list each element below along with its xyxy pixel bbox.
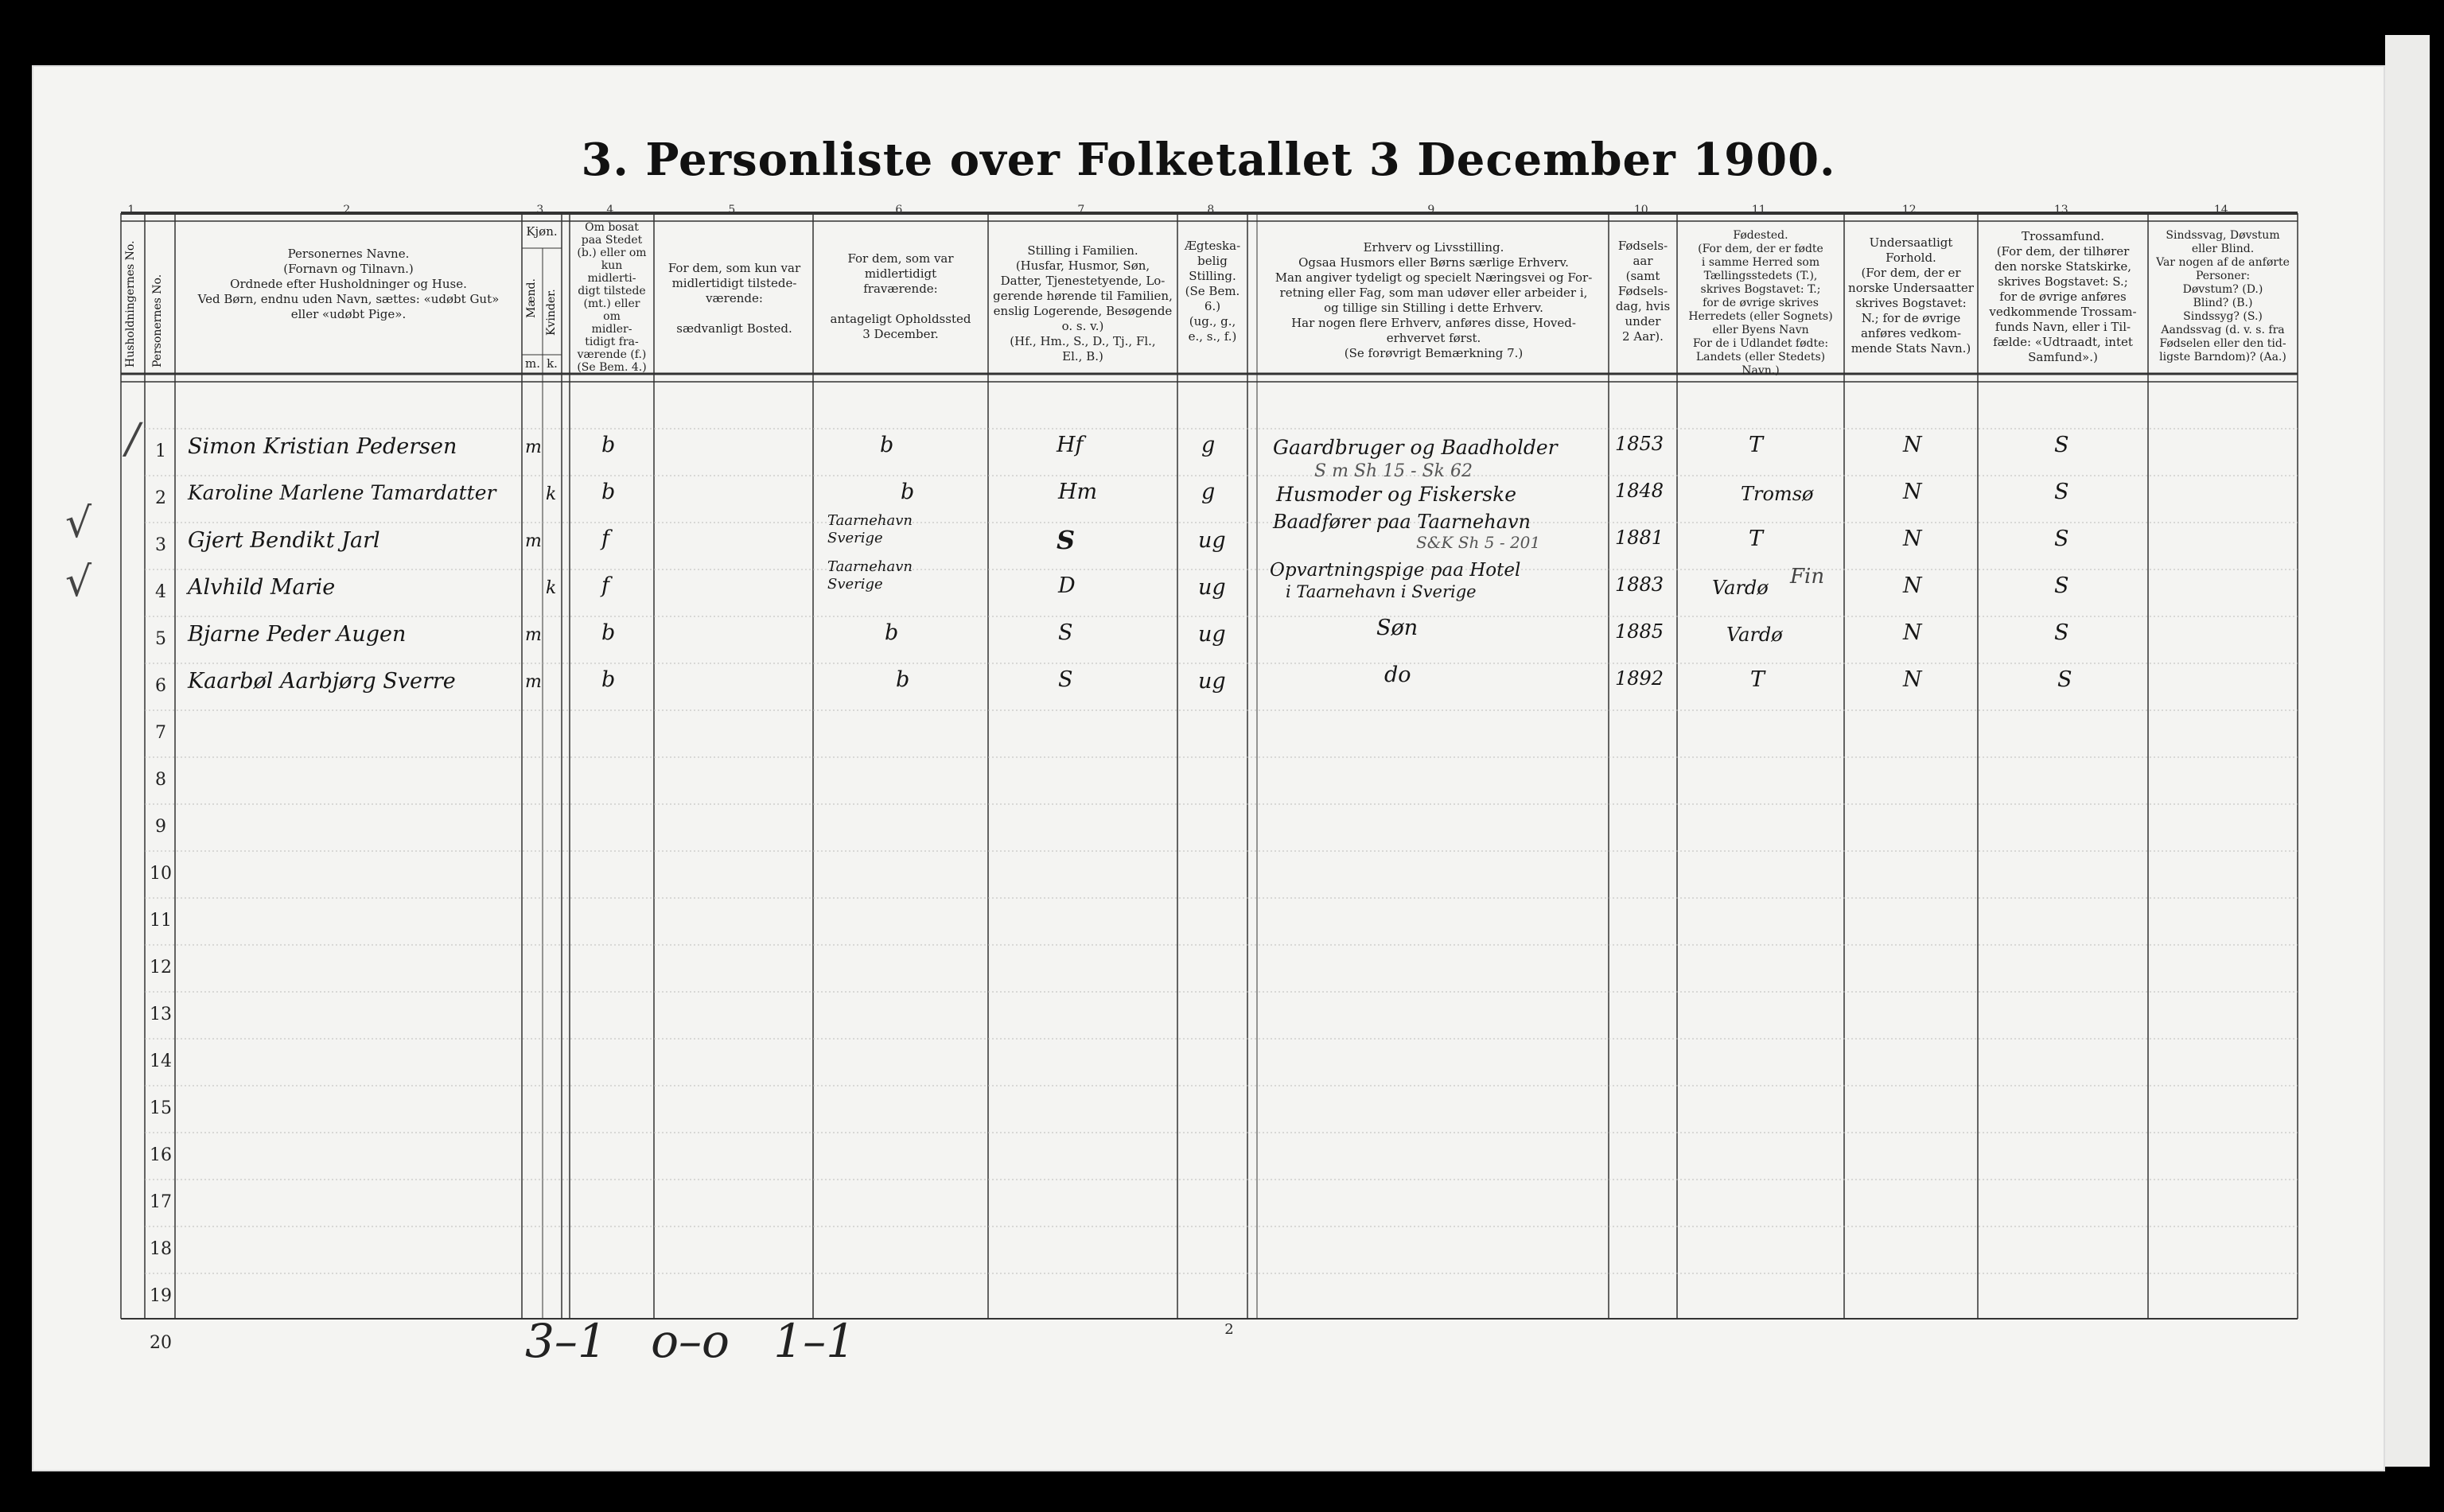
header-marital-status: Ægteska- belig Stilling. (Se Bem. 6.) (ug., g., e., s., f.) bbox=[1184, 239, 1241, 344]
census-form-page bbox=[32, 65, 2385, 1471]
row-number: 10 bbox=[150, 864, 172, 884]
birthplace: T bbox=[1749, 433, 1764, 457]
page-number: 2 bbox=[1224, 1321, 1234, 1338]
family-position: S bbox=[1058, 620, 1073, 645]
column-number: 13. bbox=[2053, 204, 2072, 216]
header-usual-residence: For dem, som kun var midlertidigt tilstede- værende: sædvanligt Bosted. bbox=[667, 261, 801, 336]
sex-male: m bbox=[525, 672, 542, 692]
residence-status: b bbox=[601, 667, 616, 692]
scribble: S m Sh 15 - Sk 62 bbox=[1314, 461, 1473, 481]
sex-female: k bbox=[546, 578, 557, 598]
marital-status: g bbox=[1201, 480, 1216, 504]
residence-status: f bbox=[601, 527, 609, 551]
header-sex: Kjøn. bbox=[526, 224, 558, 239]
header-temporary-location: For dem, som var midlertidigt fraværende: antageligt Opholdssted 3 December. bbox=[830, 251, 971, 341]
row-number: 17 bbox=[150, 1192, 172, 1212]
header-birthplace: Fødested. (For dem, der er fødte i samme Herred som Tællingsstedets (T.), skrives Bogstavet: T.; for de øvrige skrives Herredets (eller Sognets) eller Byens Navn For de i Udlandet fødte: Landets (eller Stedets) Navn.) bbox=[1688, 229, 1833, 377]
occupation-line-2: i Taarnehavn i Sverige bbox=[1286, 582, 1477, 601]
marital-status: ug bbox=[1198, 575, 1226, 600]
birthplace: Vardø bbox=[1712, 577, 1769, 599]
row-number: 19 bbox=[150, 1286, 172, 1306]
citizenship: N bbox=[1903, 667, 1922, 692]
column-number: 2. bbox=[343, 204, 354, 216]
header-sex-female: Kvinder. bbox=[545, 289, 558, 336]
marital-status: ug bbox=[1198, 528, 1226, 553]
column-number: 4. bbox=[606, 204, 617, 216]
row-number: 16 bbox=[150, 1145, 172, 1165]
row-number: 14 bbox=[150, 1051, 172, 1071]
header-residence-status: Om bosat paa Stedet (b.) eller om kun midlerti- digt tilstede (mt.) eller om midler- tidigt fra- værende (f.) (Se Bem. 4.) bbox=[577, 221, 647, 374]
header-names: Personernes Navne. (Fornavn og Tilnavn.) Ordnede efter Husholdninger og Huse. Ved Børn, endnu uden Navn, sættes: «udøbt Gut» eller «udøbt Pige». bbox=[197, 247, 500, 321]
citizenship: N bbox=[1903, 480, 1922, 504]
birthplace: T bbox=[1749, 527, 1764, 551]
birth-year: 1892 bbox=[1615, 667, 1664, 690]
temporary-location: b bbox=[880, 433, 894, 457]
row-number: 1 bbox=[155, 441, 166, 461]
birthplace: Tromsø bbox=[1741, 483, 1814, 505]
header-sex-k: k. bbox=[547, 356, 558, 371]
birth-year: 1848 bbox=[1615, 480, 1664, 502]
row-number: 18 bbox=[150, 1239, 172, 1259]
family-position: S bbox=[1057, 525, 1076, 555]
occupation: Gaardbruger og Baadholder bbox=[1273, 436, 1558, 459]
marital-status: ug bbox=[1198, 669, 1226, 694]
column-number: 12. bbox=[1901, 204, 1921, 216]
column-number: 3. bbox=[536, 204, 547, 216]
tally-count: 3–1 o–o 1–1 bbox=[525, 1314, 856, 1368]
margin-annotation: / bbox=[126, 415, 140, 463]
family-position: Hf bbox=[1057, 433, 1084, 457]
temporary-location: Taarnehavn Sverige bbox=[827, 512, 913, 546]
religion: S bbox=[2057, 667, 2072, 692]
header-sex-m: m. bbox=[525, 356, 540, 371]
person-name: Gjert Bendikt Jarl bbox=[188, 528, 380, 553]
header-citizenship: Undersaatligt Forhold. (For dem, der er norske Undersaatter skrives Bogstavet: N.; for de øvrige anføres vedkom- mende Stats Navn.) bbox=[1848, 235, 1974, 356]
person-name: Alvhild Marie bbox=[188, 575, 336, 600]
margin-annotation: √ bbox=[65, 499, 92, 547]
family-position: S bbox=[1058, 667, 1073, 692]
row-number: 13 bbox=[150, 1005, 172, 1024]
header-occupation: Erhverv og Livsstilling. Ogsaa Husmors eller Børns særlige Erhverv. Man angiver tydeligt og specielt Næringsvei og For- retning eller Fag, som man udøver eller arbeider i, og tillige sin Stilling i dette Erhverv. Har nogen flere Erhverv, anføres disse, Hoved- erhvervet først. (Se forøvrigt Bemærkning 7.) bbox=[1275, 240, 1593, 360]
column-number: 1. bbox=[127, 204, 138, 216]
row-number: 12 bbox=[150, 958, 172, 978]
birthplace: Vardø bbox=[1726, 624, 1783, 646]
column-number: 5. bbox=[728, 204, 739, 216]
citizenship: N bbox=[1903, 620, 1922, 645]
birth-year: 1885 bbox=[1615, 620, 1664, 643]
row-number: 5 bbox=[155, 629, 166, 649]
occupation: Baadfører paa Taarnehavn bbox=[1273, 511, 1531, 533]
occupation: Husmoder og Fiskerske bbox=[1276, 483, 1517, 506]
header-birth-year: Fødsels- aar (samt Fødsels- dag, hvis under 2 Aar). bbox=[1615, 239, 1671, 344]
column-number: 9. bbox=[1427, 204, 1438, 216]
temporary-location: b bbox=[885, 620, 899, 645]
family-position: D bbox=[1058, 573, 1076, 598]
temporary-location: Taarnehavn Sverige bbox=[827, 558, 913, 593]
religion: S bbox=[2054, 480, 2069, 504]
scribble: S&K Sh 5 - 201 bbox=[1416, 533, 1541, 552]
birth-year: 1883 bbox=[1615, 573, 1664, 596]
column-number: 14. bbox=[2213, 204, 2232, 216]
column-number: 7. bbox=[1077, 204, 1088, 216]
row-number: 7 bbox=[155, 723, 166, 743]
occupation: Opvartningspige paa Hotel bbox=[1270, 560, 1521, 581]
column-number: 10. bbox=[1633, 204, 1652, 216]
citizenship: N bbox=[1903, 527, 1922, 551]
residence-status: b bbox=[601, 433, 616, 457]
person-name: Bjarne Peder Augen bbox=[188, 622, 407, 647]
person-name: Kaarbøl Aarbjørg Sverre bbox=[188, 669, 456, 694]
sex-female: k bbox=[546, 484, 557, 504]
marital-status: g bbox=[1201, 433, 1216, 457]
row-number: 15 bbox=[150, 1098, 172, 1118]
sex-male: m bbox=[525, 437, 542, 457]
row-number: 2 bbox=[155, 488, 166, 508]
religion: S bbox=[2054, 620, 2069, 645]
header-sex-male: Mænd. bbox=[525, 278, 538, 318]
religion: S bbox=[2054, 573, 2069, 598]
page-title: 3. Personliste over Folketallet 3 December 1900. bbox=[581, 134, 1836, 186]
column-number: 6. bbox=[895, 204, 906, 216]
residence-status: b bbox=[601, 620, 616, 645]
row-number: 8 bbox=[155, 770, 166, 790]
margin-annotation: √ bbox=[65, 558, 92, 606]
person-name: Karoline Marlene Tamardatter bbox=[188, 481, 496, 504]
sex-male: m bbox=[525, 625, 542, 645]
religion: S bbox=[2054, 433, 2069, 457]
column-number: 11. bbox=[1751, 204, 1770, 216]
column-number: 8. bbox=[1207, 204, 1218, 216]
religion: S bbox=[2054, 527, 2069, 551]
occupation: Søn bbox=[1376, 616, 1419, 640]
person-name: Simon Kristian Pedersen bbox=[188, 434, 457, 459]
header-family-position: Stilling i Familien. (Husfar, Husmor, Søn, Datter, Tjenestetyende, Lo- gerende hørende til Familien, enslig Logerende, Besøgende o. s. v.) (Hf., Hm., S., D., Tj., Fl., El., B.) bbox=[993, 243, 1173, 363]
residence-status: f bbox=[601, 573, 609, 598]
row-number: 9 bbox=[155, 817, 166, 837]
header-disability: Sindssvag, Døvstum eller Blind. Var nogen af de anførte Personer: Døvstum? (D.) Blind? (B.) Sindssyg? (S.) Aandssvag (d. v. s. fra Fødselen eller den tid- ligste Barndom)? (Aa.) bbox=[2156, 229, 2290, 363]
birth-year: 1853 bbox=[1615, 433, 1664, 455]
scribble: Fin bbox=[1790, 565, 1825, 589]
sex-male: m bbox=[525, 531, 542, 551]
marital-status: ug bbox=[1198, 622, 1226, 647]
temporary-location: b bbox=[896, 667, 910, 692]
temporary-location: b bbox=[901, 480, 915, 504]
residence-status: b bbox=[601, 480, 616, 504]
citizenship: N bbox=[1903, 573, 1922, 598]
citizenship: N bbox=[1903, 433, 1922, 457]
row-number: 4 bbox=[155, 582, 166, 602]
header-household-no: Husholdningernes No. bbox=[124, 240, 137, 367]
row-number: 3 bbox=[155, 535, 166, 555]
birth-year: 1881 bbox=[1615, 527, 1664, 549]
row-number: 20 bbox=[150, 1333, 172, 1353]
family-position: Hm bbox=[1058, 480, 1098, 504]
adjacent-page-strip bbox=[2385, 35, 2430, 1467]
occupation: do bbox=[1384, 663, 1411, 687]
header-religion: Trossamfund. (For dem, der tilhører den norske Statskirke, skrives Bogstavet: S.; for de øvrige anføres vedkommende Trossam- funds Navn, eller i Til- fælde: «Udtraadt, intet Samfund».) bbox=[1989, 229, 2137, 364]
birthplace: T bbox=[1750, 667, 1765, 692]
row-number: 6 bbox=[155, 676, 166, 696]
row-number: 11 bbox=[150, 911, 172, 931]
header-person-no: Personernes No. bbox=[151, 274, 164, 367]
